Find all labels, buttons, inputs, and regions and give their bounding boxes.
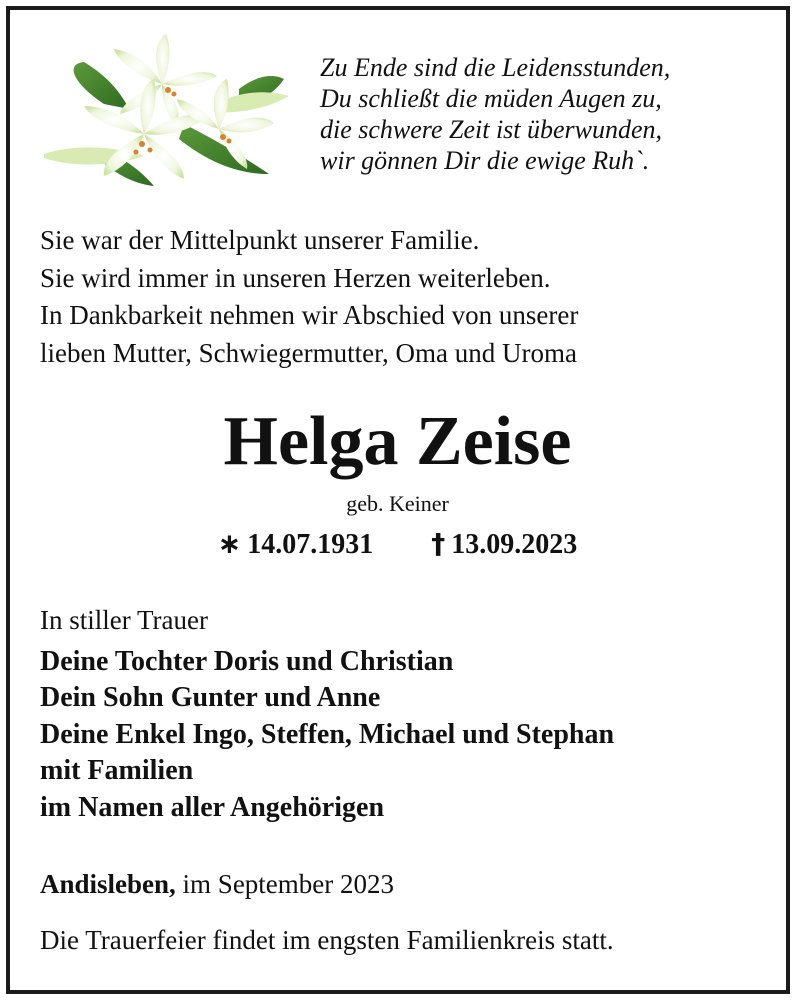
poem-line: wir gönnen Dir die ewige Ruh`. bbox=[320, 146, 650, 175]
family-line: im Namen aller Angehörigen bbox=[40, 791, 385, 823]
intro-text bbox=[40, 222, 760, 372]
death-cross-icon: † bbox=[431, 527, 446, 560]
intro-line: lieben Mutter, Schwiegermutter, Oma und Uroma bbox=[40, 337, 577, 368]
family-line: Dein Sohn Gunter und Anne bbox=[40, 682, 381, 714]
place-month: im September 2023 bbox=[182, 869, 395, 899]
death-date: 13.09.2023 bbox=[451, 529, 578, 560]
birth-star-icon: ∗ bbox=[217, 527, 242, 560]
poem-line: die schwere Zeit ist überwunden, bbox=[320, 115, 663, 144]
lily-flower-icon bbox=[34, 34, 294, 194]
mourning-intro: In stiller Trauer bbox=[40, 605, 208, 635]
family-line: mit Familien bbox=[40, 755, 194, 787]
intro-line: In Dankbarkeit nehmen wir Abschied von unserer bbox=[40, 300, 579, 330]
birth-date: 14.07.1931 bbox=[247, 529, 374, 560]
place-date bbox=[40, 866, 394, 902]
intro-line: Sie wird immer in unseren Herzen weiterleben. bbox=[40, 262, 551, 293]
family-line: Deine Enkel Ingo, Steffen, Michael und Stephan bbox=[40, 718, 615, 750]
ceremony-note: Die Trauerfeier findet im engsten Familienkreis statt. bbox=[40, 925, 614, 955]
family-list bbox=[40, 644, 614, 826]
deceased-name: Helga Zeise bbox=[223, 403, 572, 480]
intro-line: Sie war der Mittelpunkt unserer Familie. bbox=[40, 225, 480, 255]
poem-line: Du schließt die müden Augen zu, bbox=[320, 84, 662, 113]
poem-line: Zu Ende sind die Leidensstunden, bbox=[320, 53, 671, 82]
maiden-name: geb. Keiner bbox=[346, 491, 449, 516]
poem bbox=[320, 52, 770, 176]
place-town: Andisleben, bbox=[40, 869, 176, 899]
family-line: Deine Tochter Doris und Christian bbox=[40, 646, 454, 677]
life-dates bbox=[0, 526, 795, 563]
